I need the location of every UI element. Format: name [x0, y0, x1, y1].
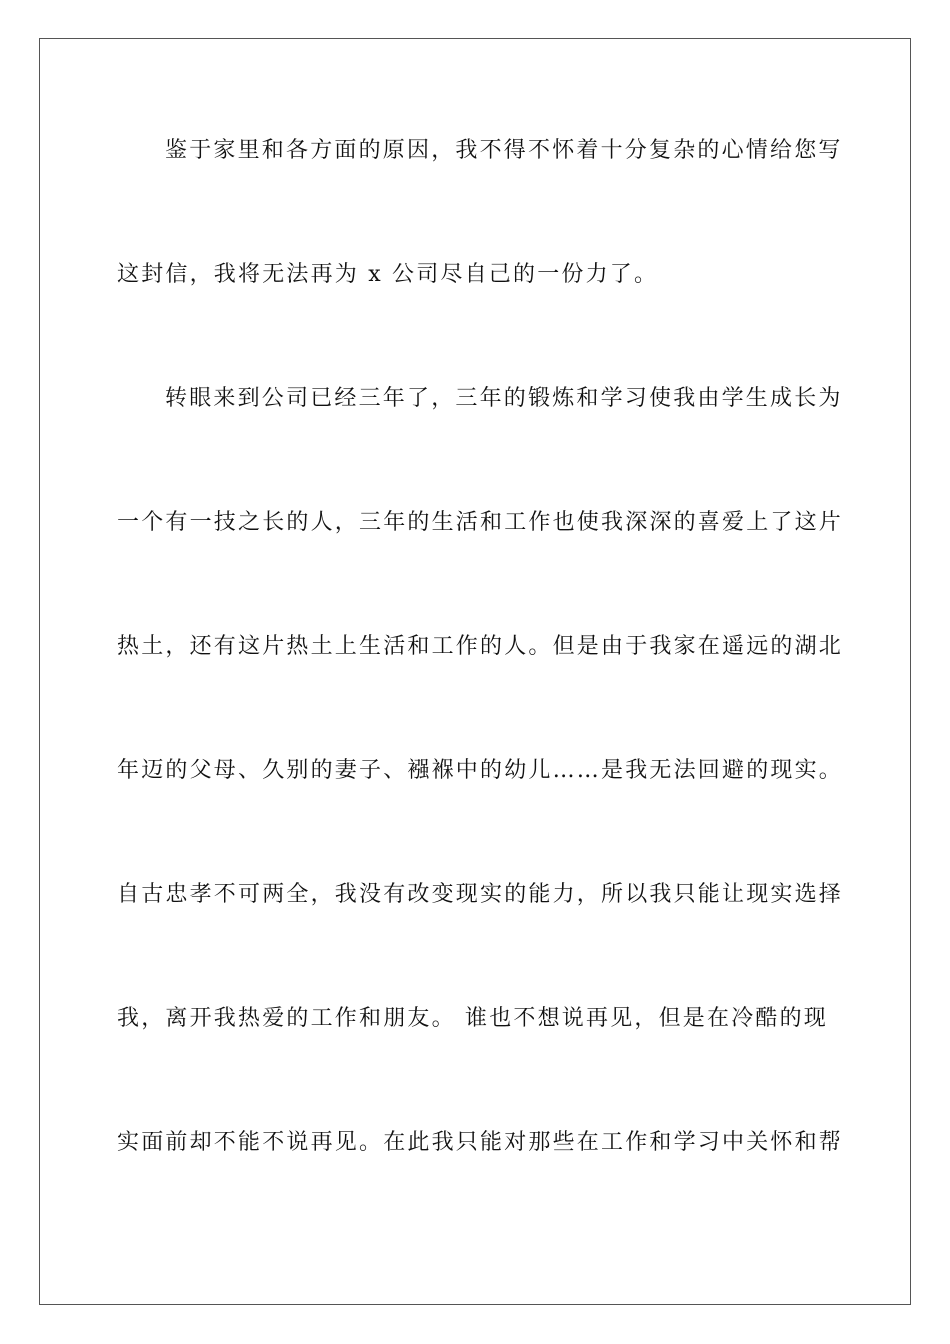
- text-line-6: 年迈的父母、久别的妻子、襁褓中的幼儿……是我无法回避的现实。: [117, 758, 844, 783]
- text-line-4: 一个有一技之长的人，三年的生活和工作也使我深深的喜爱上了这片: [117, 510, 844, 535]
- text-line-5: 热土，还有这片热土上生活和工作的人。但是由于我家在遥远的湖北: [117, 634, 844, 659]
- text-line-8: 我，离开我热爱的工作和朋友。 谁也不想说再见，但是在冷酷的现: [117, 1006, 828, 1031]
- text-line-9: 实面前却不能不说再见。在此我只能对那些在工作和学习中关怀和帮: [117, 1130, 844, 1155]
- page-border: [39, 38, 911, 1305]
- text-line-7: 自古忠孝不可两全，我没有改变现实的能力，所以我只能让现实选择: [117, 882, 844, 907]
- text-line-3: 转眼来到公司已经三年了，三年的锻炼和学习使我由学生成长为: [165, 386, 843, 411]
- text-line-2: 这封信，我将无法再为 x 公司尽自己的一份力了。: [117, 262, 659, 287]
- text-line-1: 鉴于家里和各方面的原因，我不得不怀着十分复杂的心情给您写: [165, 138, 843, 163]
